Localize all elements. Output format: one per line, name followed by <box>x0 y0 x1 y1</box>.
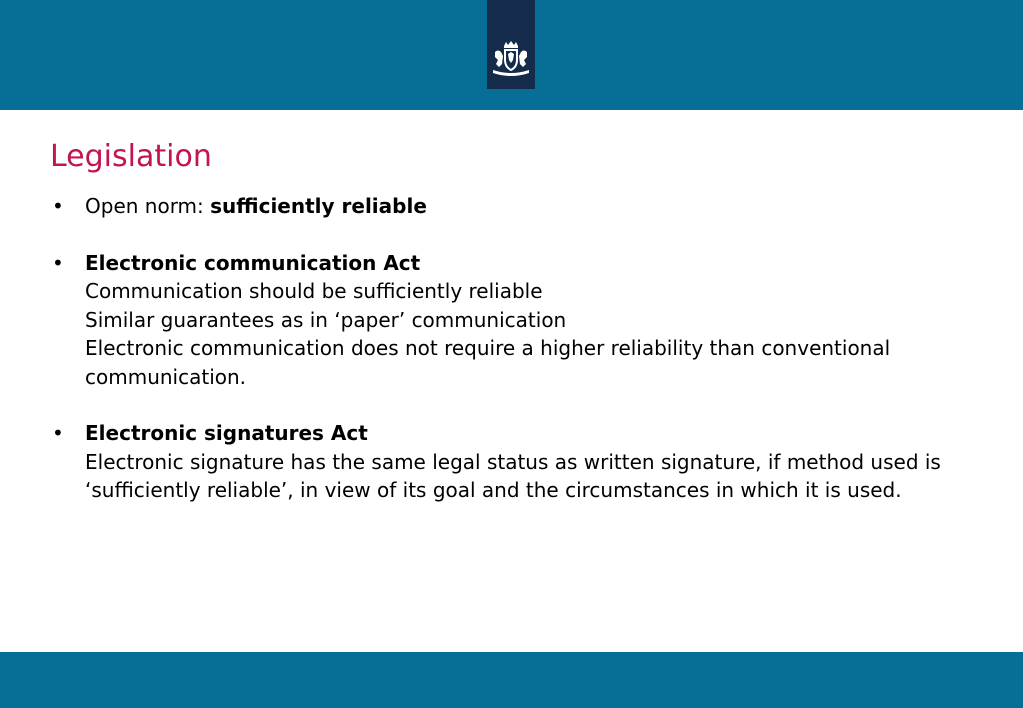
bullet-heading: Electronic signatures Act <box>85 421 368 445</box>
bullet-dot: • <box>52 421 64 445</box>
coat-of-arms-icon <box>489 40 533 80</box>
bullet-dot: • <box>52 194 64 218</box>
bullet-line: Electronic communication does not require a higher reliability than conventional communication. <box>85 336 891 389</box>
logo <box>487 0 535 89</box>
bullet-lead-text: Open norm: <box>85 194 211 218</box>
bullet-electronic-signatures-act <box>50 419 950 505</box>
bullet-emphasis-text: sufficiently reliable <box>210 194 427 218</box>
bullet-list <box>50 192 950 505</box>
bullet-electronic-communication-act <box>50 249 950 392</box>
bullet-line: Similar guarantees as in ‘paper’ communication <box>85 307 567 332</box>
footer-band <box>0 652 1023 708</box>
bullet-line: Electronic signature has the same legal status as written signature, if method used is ‘sufficiently reliable’, in view of its goal and the circumstances in which it is used. <box>85 449 941 502</box>
bullet-dot: • <box>52 250 64 275</box>
bullet-line: Communication should be sufficiently reliable <box>85 279 543 303</box>
bullet-heading: Electronic communication Act <box>85 250 421 275</box>
slide-title: Legislation <box>50 139 212 174</box>
bullet-open-norm <box>50 192 950 221</box>
